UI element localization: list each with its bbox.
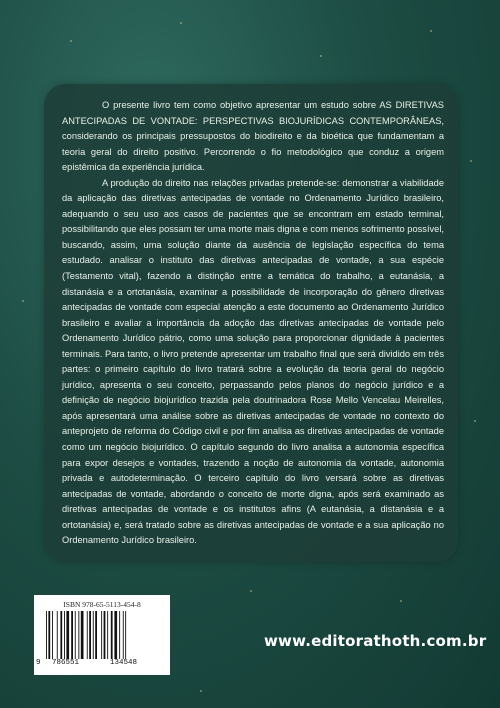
barcode-first-digit: 9 <box>36 659 41 667</box>
barcode-bar <box>87 611 88 659</box>
barcode-bar <box>104 611 106 659</box>
barcode-bar <box>57 611 58 659</box>
barcode-left-digits: 786551 <box>52 659 80 667</box>
decorative-speck <box>200 690 202 692</box>
barcode-bar <box>81 611 84 659</box>
decorative-speck <box>400 600 402 602</box>
barcode-bar <box>78 611 79 659</box>
publisher-website[interactable]: www.editorathoth.com.br <box>264 632 487 650</box>
barcode-bar <box>52 611 53 659</box>
barcode-bar <box>107 611 108 659</box>
barcode-bar <box>123 611 124 659</box>
barcode-bar <box>125 611 126 659</box>
synopsis-paragraph-2: A produção do direito nas relações privadas pretende-se: demonstrar a viabilidade da aplicação das diretivas antecipadas de vontade no Ordenamento Jurídico brasileiro, adequando o seu uso aos casos de pacientes que se encontram em estado terminal, possibilitando que eles possam ter uma morte mais digna e com menos sofrimento possível, buscando, assim, uma solução diante da ausência de legislação específica do tema estudado. analisar o instituto das diretivas antecipadas de vontade, a sua espécie (Testamento vital), fazendo a distinção entre a temática do trabalho, a eutanásia, a distanásia e a ortotanásia, examinar a possibilidade de incorporação do gênero diretivas antecipadas de vontade com especial atenção a este documento ao Ordenamento Jurídico brasileiro e avaliar a importância da adoção das diretivas antecipadas de vontade pelo Ordenamento Jurídico pátrio, como uma solução para proporcionar dignidade à pacientes terminais. Para tanto, o livro pretende apresentar um trabalho final que será dividido em três partes: o primeiro capítulo do livro tratará sobre a evolução da teoria geral do negócio jurídico, apresenta o seu conceito, perpassando pelos planos do negócio jurídico e a definição de negócio biojurídico trazida pela doutrinadora Rose Mello Vencelau Meirelles, após apresentará uma análise sobre as diretivas antecipadas de vontade no contexto do anteprojeto de reforma do Código civil e por fim analisa as diretivas antecipadas de vontade como um negócio biojurídico. O capítulo segundo do livro analisa a autonomia específica para expor desejos e vontades, trazendo a noção de autonomia da vontade, autonomia privada e autodeterminação. O terceiro capítulo do livro versará sobre as diretivas antecipadas de vontade, abordando o conceito de morte digna, após será examinado as diretivas antecipadas de vontade e os institutos afins (A eutanásia, a distanásia e a ortotanásia) e, será tratado sobre as diretivas antecipadas de vontade e a sua aplicação no Ordenamento Jurídico brasileiro. <box>62 177 444 546</box>
decorative-speck <box>320 55 322 57</box>
barcode-bar <box>75 611 76 659</box>
barcode-bar <box>93 611 94 659</box>
barcode-bar <box>66 611 69 659</box>
barcode-right-digits: 134548 <box>110 659 138 667</box>
isbn-label: ISBN 978-65-5113-454-8 <box>63 600 141 609</box>
barcode-bar <box>71 611 73 659</box>
decorative-speck <box>70 40 72 42</box>
decorative-speck <box>180 22 182 24</box>
synopsis-text <box>62 98 444 549</box>
barcode-bar <box>114 611 117 659</box>
decorative-speck <box>22 300 24 302</box>
synopsis-paragraph-1: O presente livro tem como objetivo apresentar um estudo sobre AS DIRETIVAS ANTECIPADAS DE VONTADE: PERSPECTIVAS BIOJURÍDICAS CONTEMPORÂNEAS, considerando os principais pressupostos do biodireito e da bioética que fundamentam a teoria geral do direito positivo. Percorrendo o fio metodológico que conduz a origem epistêmica da experiência jurídica. <box>62 100 444 173</box>
decorative-speck <box>474 420 476 422</box>
isbn-barcode <box>34 595 170 675</box>
barcode-bar <box>60 611 62 659</box>
barcode-bar <box>95 611 97 659</box>
barcode-bar <box>48 611 50 659</box>
barcode-bar <box>64 611 65 659</box>
barcode-bar <box>101 611 102 659</box>
barcode-bar <box>111 611 113 659</box>
barcode-bar <box>119 611 120 659</box>
barcode-bars <box>42 611 162 661</box>
barcode-bar <box>46 611 47 659</box>
barcode-bar <box>89 611 91 659</box>
decorative-speck <box>430 30 432 32</box>
decorative-speck <box>470 160 472 162</box>
decorative-speck <box>250 590 252 592</box>
